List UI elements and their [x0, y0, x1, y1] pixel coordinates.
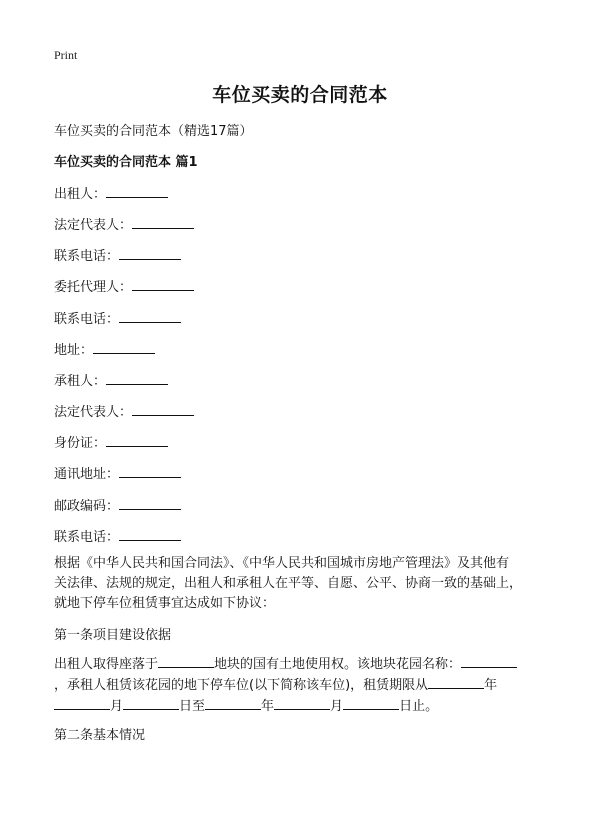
blank-line [428, 675, 484, 689]
field-label: 联系电话： [54, 530, 120, 545]
blank-line [461, 654, 517, 668]
blank-line [274, 696, 330, 710]
field-phone-2 [54, 308, 181, 327]
field-id-card [54, 432, 168, 451]
field-lessee [54, 370, 168, 389]
blank-line [106, 184, 168, 198]
field-label: 联系电话： [54, 312, 120, 327]
blank-line [119, 309, 181, 323]
blank-line [119, 246, 181, 260]
blank-line [106, 371, 168, 385]
field-lessor [54, 183, 168, 202]
blank-line [158, 654, 214, 668]
blank-line [54, 696, 110, 710]
field-phone [54, 245, 181, 264]
field-label: 地址： [54, 343, 94, 358]
field-label: 承租人： [54, 374, 107, 389]
document-subtitle: 车位买卖的合同范本（精选17篇） [54, 124, 253, 139]
blank-line [93, 340, 155, 354]
field-postal-code [54, 495, 181, 514]
clause-1-title: 第一条项目建设依据 [54, 628, 172, 643]
field-label: 出租人： [54, 187, 107, 202]
print-link[interactable]: Print [54, 48, 78, 62]
paragraph-line: 就地下停车位租赁事宜达成如下协议： [54, 596, 276, 611]
paragraph-line: 出租人取得座落于 地块的国有土地使用权。该地块花园名称： [54, 654, 554, 675]
paragraph-line: 关法律、法规的规定，出租人和承租人在平等、自愿、公平、协商一致的基础上， [54, 576, 523, 591]
field-legal-rep [54, 214, 194, 233]
blank-line [132, 277, 194, 291]
document-title: 车位买卖的合同范本 [212, 84, 388, 106]
field-label: 法定代表人： [54, 218, 133, 233]
paragraph-line: 根据《中华人民共和国合同法》、《中华人民共和国城市房地产管理法》及其他有 [54, 556, 510, 571]
clause-1-body [54, 654, 554, 717]
field-label: 通讯地址： [54, 467, 120, 482]
blank-line [119, 496, 181, 510]
blank-line [119, 464, 181, 478]
section-title: 车位买卖的合同范本 篇1 [54, 155, 198, 170]
field-label: 身份证： [54, 436, 107, 451]
blank-line [132, 402, 194, 416]
intro-paragraph [54, 554, 554, 614]
blank-line [106, 433, 168, 447]
field-label: 联系电话： [54, 249, 120, 264]
paragraph-line: ，承租人租赁该花园的地下停车位(以下简称该车位)，租赁期限从 年 [54, 675, 554, 696]
blank-line [123, 696, 179, 710]
blank-line [119, 527, 181, 541]
field-phone-3 [54, 526, 181, 545]
paragraph-line: 月 日至 年 月 日止。 [54, 696, 554, 717]
field-label: 邮政编码： [54, 499, 120, 514]
clause-2-title: 第二条基本情况 [54, 728, 146, 743]
field-legal-rep-2 [54, 401, 194, 420]
blank-line [132, 215, 194, 229]
field-address [54, 339, 155, 358]
blank-line [205, 696, 261, 710]
field-label: 委托代理人： [54, 280, 133, 295]
field-agent [54, 276, 194, 295]
field-mailing-address [54, 463, 181, 482]
blank-line [343, 696, 399, 710]
field-label: 法定代表人： [54, 405, 133, 420]
